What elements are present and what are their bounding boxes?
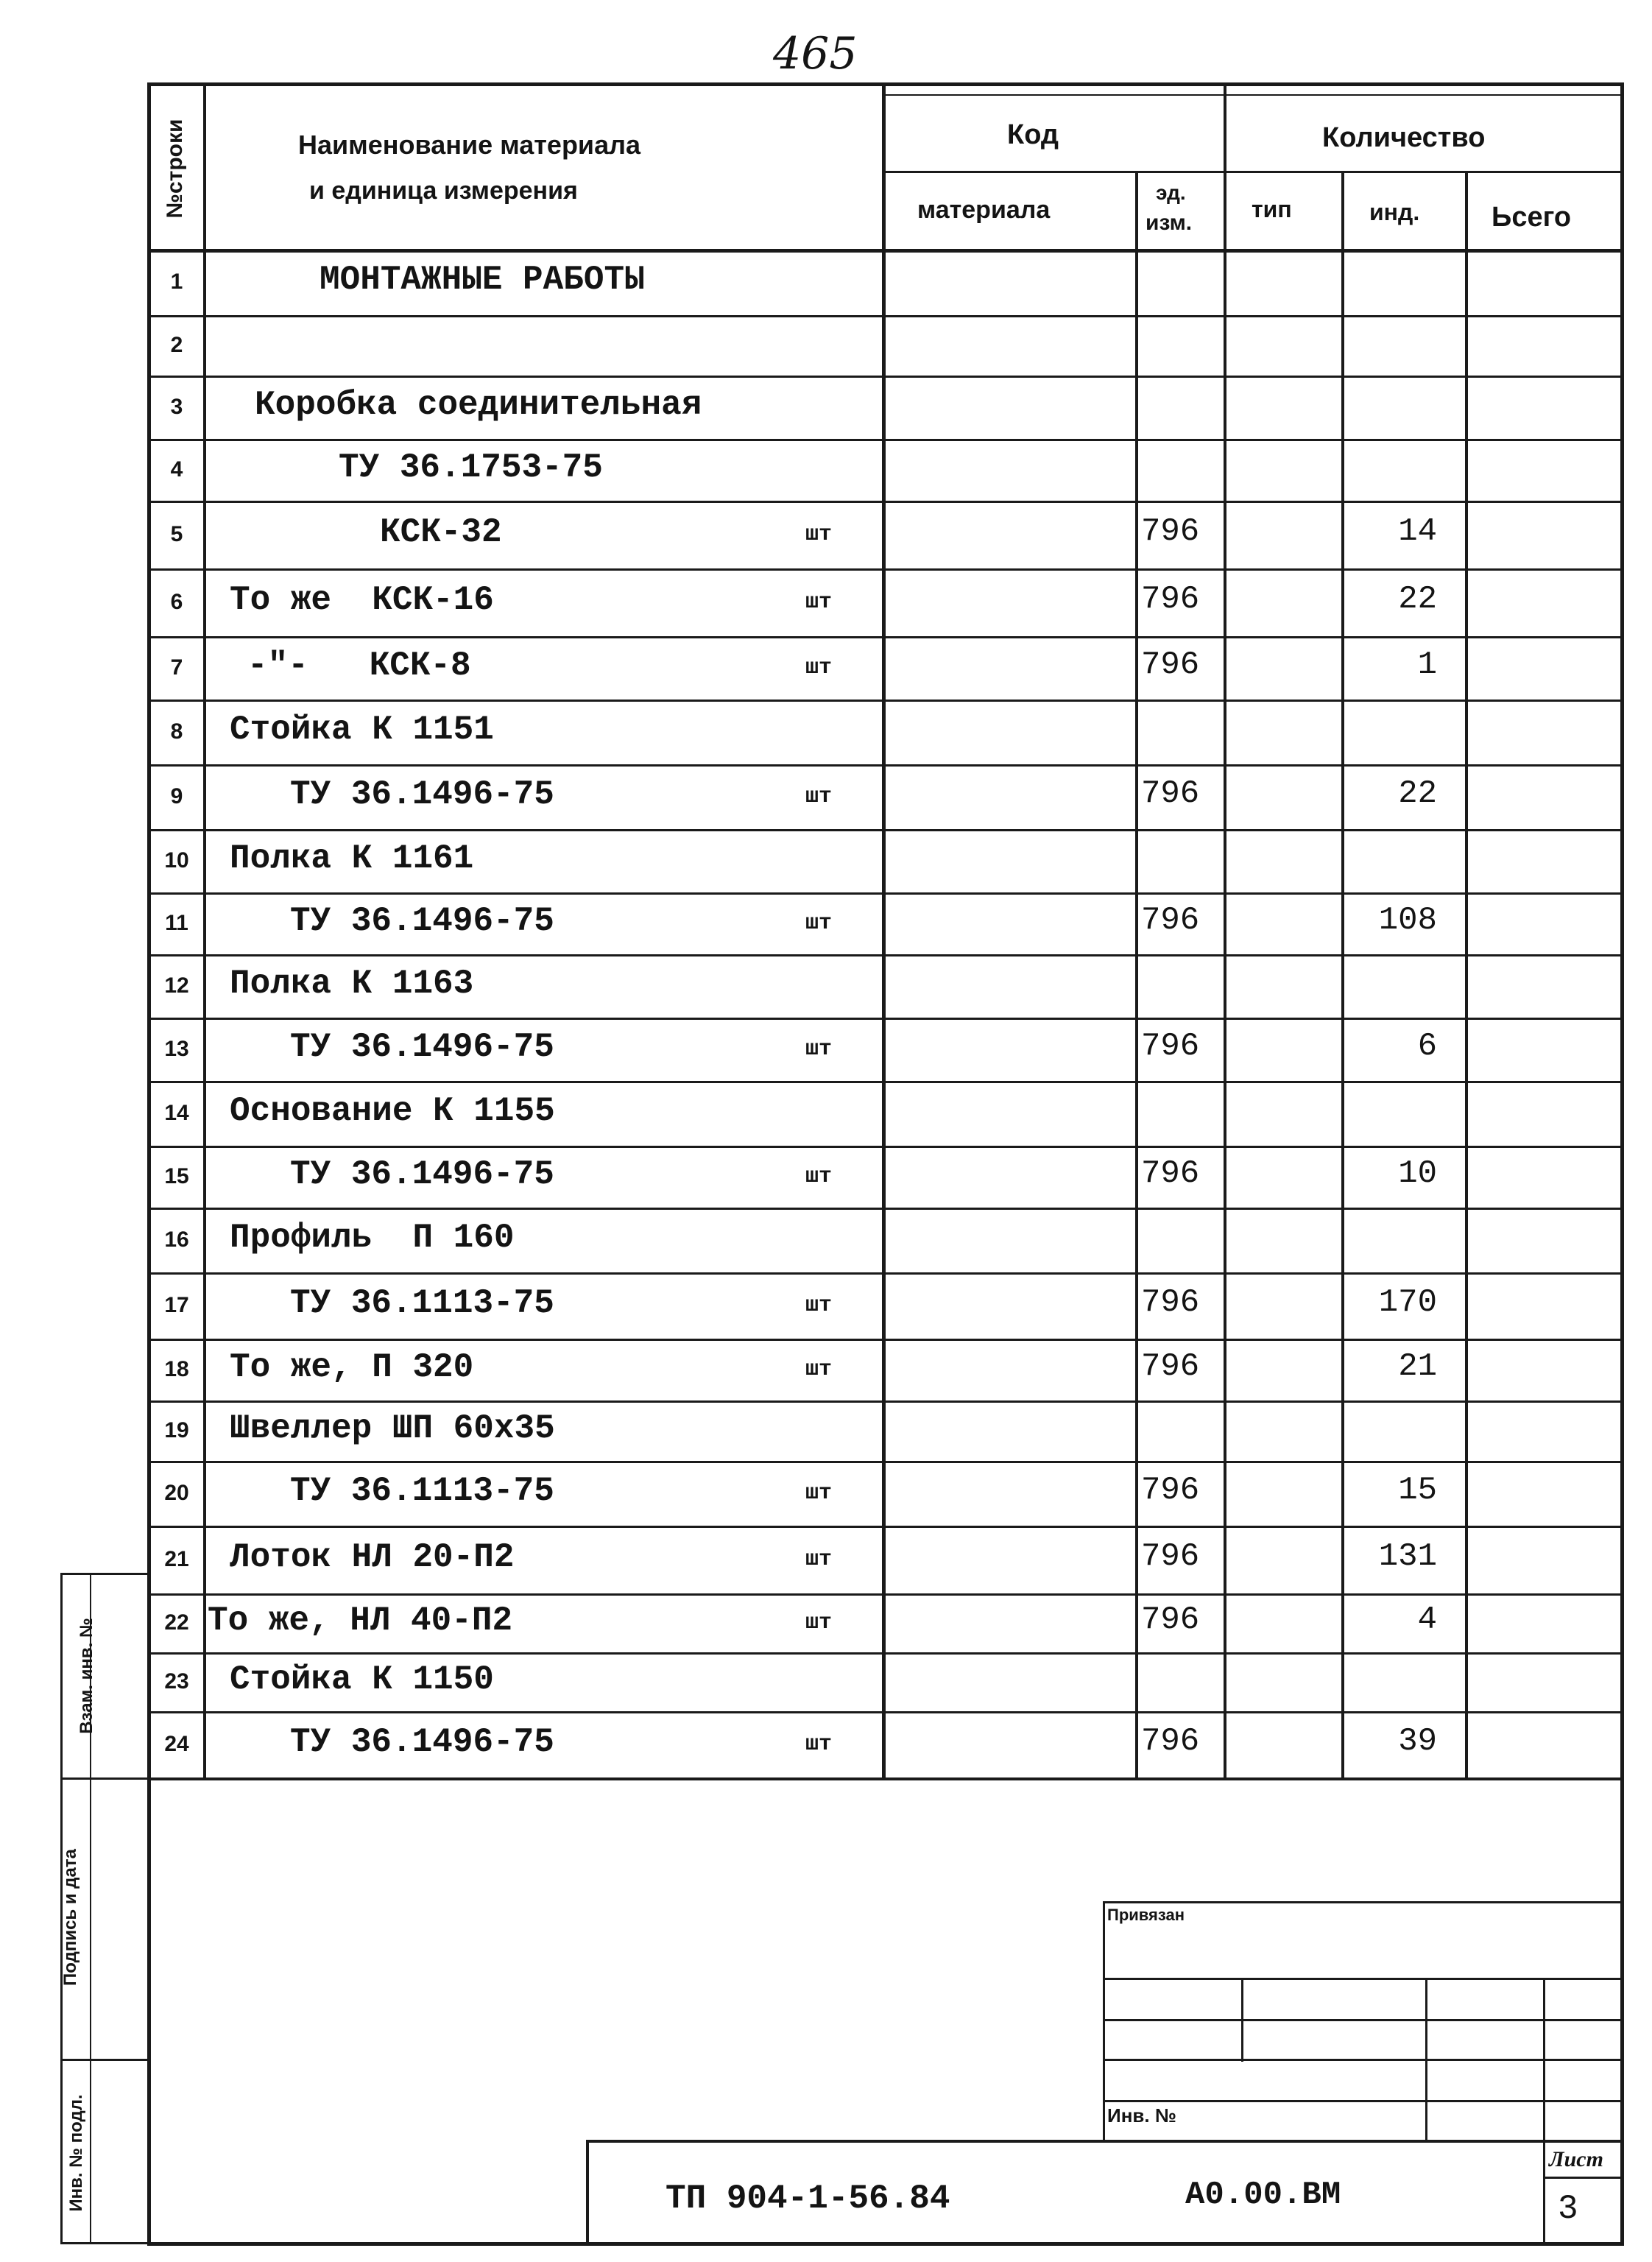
unit-header-line2: изм. bbox=[1146, 211, 1193, 235]
unit-code: 796 bbox=[1141, 1348, 1200, 1385]
material-name: Полка К 1161 bbox=[230, 839, 474, 878]
type-header: тип bbox=[1252, 196, 1292, 222]
unit-code: 796 bbox=[1141, 1723, 1200, 1760]
unit-of-measure: шт bbox=[805, 911, 833, 936]
document-code: ТП 904-1-56.84 bbox=[666, 2180, 950, 2218]
unit-of-measure: шт bbox=[805, 784, 833, 809]
row-number: 24 bbox=[164, 1732, 189, 1756]
material-name-header-line1: Наименование материала bbox=[298, 130, 640, 160]
material-name: Стойка К 1151 bbox=[230, 711, 494, 749]
row-number: 6 bbox=[170, 590, 183, 614]
total-header: Ьсего bbox=[1492, 202, 1572, 233]
material-name: То же КСК-16 bbox=[230, 581, 494, 619]
row-number: 1 bbox=[170, 269, 183, 294]
row-number: 21 bbox=[164, 1547, 189, 1571]
sheet-label: Лист bbox=[1549, 2147, 1603, 2171]
unit-code: 796 bbox=[1141, 775, 1200, 812]
inv-orig-label: Инв. № подл. bbox=[66, 2094, 86, 2212]
material-name: ТУ 36.1753-75 bbox=[339, 448, 603, 487]
material-name: Профиль П 160 bbox=[230, 1219, 515, 1257]
unit-code: 796 bbox=[1141, 1284, 1200, 1321]
replace-inv-label: Взам. инв. № bbox=[77, 1618, 96, 1734]
material-name-header-line2: и единица измерения bbox=[309, 177, 578, 205]
unit-of-measure: шт bbox=[805, 1164, 833, 1189]
unit-of-measure: шт bbox=[805, 1357, 833, 1382]
material-name: -"- КСК-8 bbox=[247, 646, 471, 685]
material-name: ТУ 36.1496-75 bbox=[290, 1723, 554, 1761]
row-number: 17 bbox=[164, 1293, 189, 1317]
unit-code: 796 bbox=[1141, 581, 1200, 618]
material-name: ТУ 36.1113-75 bbox=[290, 1284, 554, 1322]
unit-code: 796 bbox=[1141, 1602, 1200, 1638]
code-header: Код bbox=[1007, 119, 1059, 150]
unit-of-measure: шт bbox=[805, 1037, 833, 1062]
material-name: ТУ 36.1496-75 bbox=[290, 1028, 554, 1066]
row-number-header: №строки bbox=[163, 119, 187, 219]
unit-of-measure: шт bbox=[805, 1547, 833, 1572]
row-number: 12 bbox=[164, 973, 189, 998]
ind-header: инд. bbox=[1369, 199, 1420, 225]
unit-code: 796 bbox=[1141, 1538, 1200, 1575]
row-number: 7 bbox=[170, 655, 183, 680]
quantity-ind: 39 bbox=[1398, 1723, 1437, 1760]
material-name: МОНТАЖНЫЕ РАБОТЫ bbox=[320, 261, 645, 299]
row-number: 22 bbox=[164, 1610, 189, 1635]
material-name: ТУ 36.1496-75 bbox=[290, 775, 554, 814]
page-number: 465 bbox=[773, 28, 858, 80]
unit-code: 796 bbox=[1141, 902, 1200, 939]
document-mark: А0.00.ВМ bbox=[1185, 2177, 1341, 2213]
quantity-ind: 15 bbox=[1398, 1472, 1437, 1509]
unit-code: 796 bbox=[1141, 1028, 1200, 1065]
unit-code: 796 bbox=[1141, 1155, 1200, 1192]
unit-of-measure: шт bbox=[805, 1732, 833, 1757]
unit-of-measure: шт bbox=[805, 655, 833, 680]
row-number: 16 bbox=[164, 1227, 189, 1252]
quantity-ind: 14 bbox=[1398, 513, 1437, 550]
material-name: То же, НЛ 40-П2 bbox=[208, 1602, 513, 1640]
row-number: 3 bbox=[170, 395, 183, 419]
quantity-ind: 22 bbox=[1398, 775, 1437, 812]
row-number: 13 bbox=[164, 1037, 189, 1061]
attached-label: Привязан bbox=[1107, 1906, 1185, 1924]
inv-no-label: Инв. № bbox=[1107, 2104, 1176, 2127]
quantity-ind: 6 bbox=[1417, 1028, 1437, 1065]
quantity-ind: 21 bbox=[1398, 1348, 1437, 1385]
material-name: Полка К 1163 bbox=[230, 965, 474, 1003]
row-number: 10 bbox=[164, 848, 189, 873]
material-name: Основание К 1155 bbox=[230, 1092, 555, 1130]
row-number: 2 bbox=[170, 333, 183, 357]
sheet-number: 3 bbox=[1558, 2190, 1578, 2228]
unit-of-measure: шт bbox=[805, 522, 833, 547]
quantity-ind: 108 bbox=[1378, 902, 1437, 939]
sign-date-label: Подпись и дата bbox=[60, 1849, 80, 1986]
row-number: 23 bbox=[164, 1669, 189, 1694]
row-number: 9 bbox=[170, 784, 183, 808]
row-number: 19 bbox=[164, 1418, 189, 1442]
quantity-header: Количество bbox=[1322, 122, 1486, 153]
material-code-header: материала bbox=[917, 196, 1051, 224]
material-name: Лоток НЛ 20-П2 bbox=[230, 1538, 515, 1576]
material-name: Швеллер ШП 60х35 bbox=[230, 1409, 555, 1448]
quantity-ind: 170 bbox=[1378, 1284, 1437, 1321]
material-name: Коробка соединительная bbox=[255, 386, 702, 424]
row-number: 8 bbox=[170, 719, 183, 744]
material-name: ТУ 36.1496-75 bbox=[290, 1155, 554, 1194]
material-name: Стойка К 1150 bbox=[230, 1660, 494, 1699]
row-number: 18 bbox=[164, 1357, 189, 1381]
row-number: 11 bbox=[165, 911, 188, 935]
unit-code: 796 bbox=[1141, 646, 1200, 683]
quantity-ind: 22 bbox=[1398, 581, 1437, 618]
material-name: КСК-32 bbox=[380, 513, 502, 552]
row-number: 20 bbox=[164, 1481, 189, 1505]
quantity-ind: 4 bbox=[1417, 1602, 1437, 1638]
unit-code: 796 bbox=[1141, 1472, 1200, 1509]
material-name: ТУ 36.1113-75 bbox=[290, 1472, 554, 1510]
material-name: То же, П 320 bbox=[230, 1348, 474, 1387]
unit-of-measure: шт bbox=[805, 1293, 833, 1318]
row-number: 4 bbox=[170, 457, 183, 482]
quantity-ind: 131 bbox=[1378, 1538, 1437, 1575]
unit-code: 796 bbox=[1141, 513, 1200, 550]
row-number: 14 bbox=[164, 1101, 189, 1125]
quantity-ind: 10 bbox=[1398, 1155, 1437, 1192]
row-number: 15 bbox=[164, 1164, 189, 1188]
unit-of-measure: шт bbox=[805, 590, 833, 615]
unit-of-measure: шт bbox=[805, 1610, 833, 1635]
quantity-ind: 1 bbox=[1417, 646, 1437, 683]
unit-header-line1: эд. bbox=[1156, 181, 1186, 204]
row-number: 5 bbox=[170, 522, 183, 546]
material-name: ТУ 36.1496-75 bbox=[290, 902, 554, 940]
unit-of-measure: шт bbox=[805, 1481, 833, 1506]
